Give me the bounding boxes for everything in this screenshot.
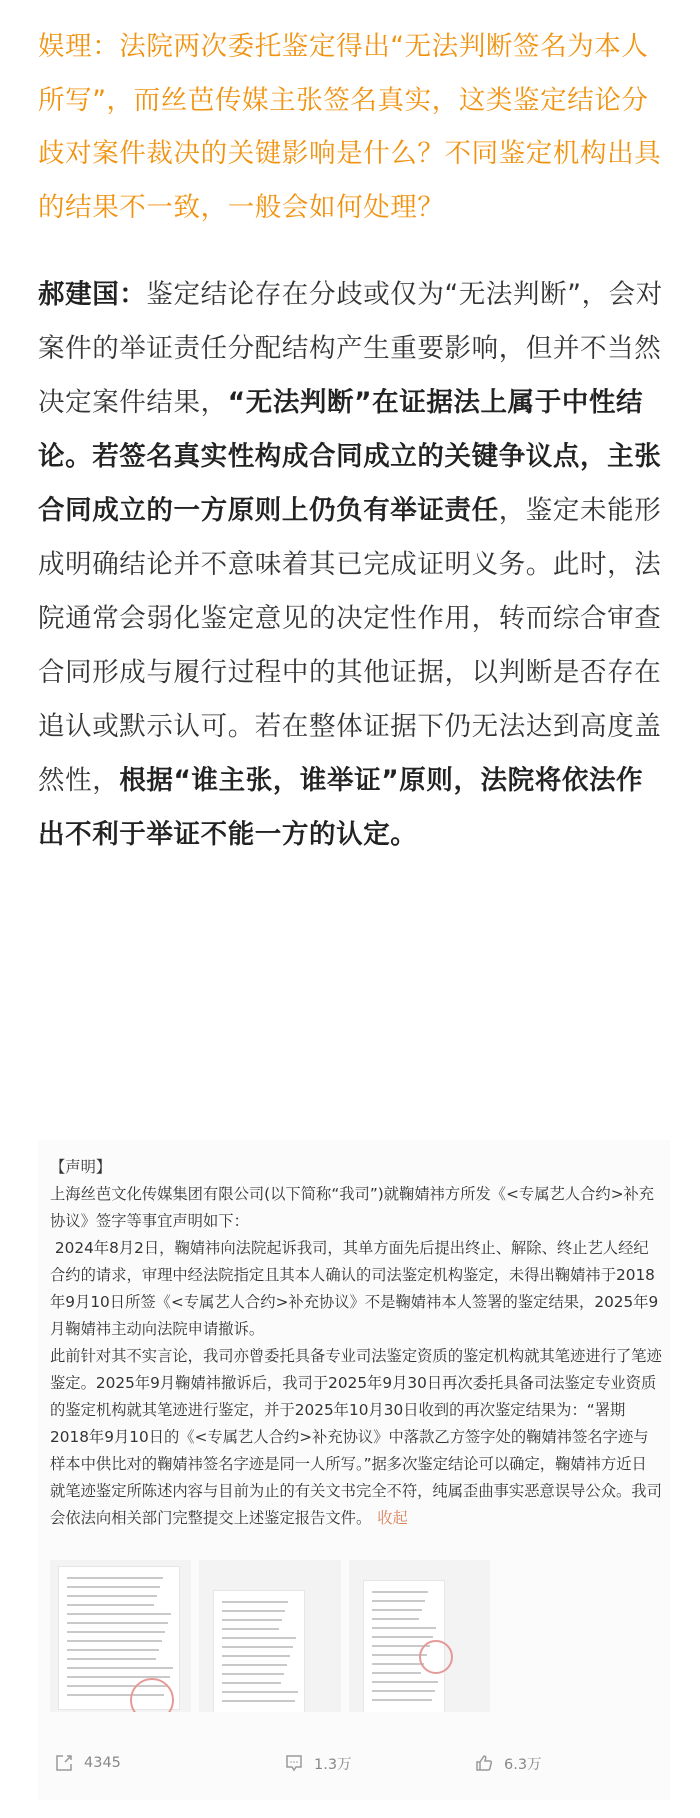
answer-segment-bold: “无法判断”在证据法上属于中性结论。若签名真实性构成合同成立的关键争议点，主张合同成立的一方原则上仍负有举证责任 — [38, 387, 662, 526]
document-image-1[interactable] — [50, 1560, 191, 1712]
question-paragraph: 娱理：法院两次委托鉴定得出“无法判断签名为本人所写”，而丝芭传媒主张签名真实，这类鉴定结论分歧对案件裁决的关键影响是什么？不同鉴定机构出具的结果不一致，一般会如何处理？ — [38, 31, 662, 223]
document-text-line — [372, 1600, 425, 1602]
document-text-line — [222, 1655, 290, 1657]
document-text-line — [372, 1636, 433, 1638]
answer-speaker: 郝建国： — [38, 279, 147, 310]
comment-icon — [284, 1753, 304, 1773]
document-text-line — [222, 1610, 285, 1612]
document-text-line — [67, 1649, 159, 1651]
document-text-line — [372, 1663, 424, 1665]
comment-count: 1.3万 — [314, 1756, 352, 1773]
document-text-line — [372, 1690, 435, 1692]
document-text-line — [372, 1681, 438, 1683]
document-thumbnails — [50, 1560, 490, 1712]
like-button[interactable] — [474, 1753, 542, 1774]
document-text-line — [67, 1595, 157, 1597]
action-bar — [38, 1745, 670, 1781]
document-image-3[interactable] — [349, 1560, 490, 1712]
document-text-line — [67, 1667, 173, 1669]
like-count: 6.3万 — [504, 1756, 542, 1773]
stamp-icon — [419, 1640, 453, 1674]
document-text-line — [372, 1699, 432, 1701]
document-text-line — [372, 1591, 428, 1593]
document-text-line — [67, 1604, 154, 1606]
share-button[interactable] — [54, 1753, 121, 1773]
share-icon — [54, 1753, 74, 1773]
document-text-line — [372, 1618, 419, 1620]
document-text-line — [222, 1646, 293, 1648]
document-text-line — [222, 1637, 296, 1639]
statement-title: 【声明】 — [50, 1158, 112, 1176]
document-page — [213, 1590, 305, 1712]
document-text-line — [222, 1673, 284, 1675]
document-text-line — [222, 1691, 298, 1693]
document-text-line — [222, 1664, 287, 1666]
statement-paragraph: 上海丝芭文化传媒集团有限公司(以下简称“我司”)就鞠婧祎方所发《<专属艺人合约>补充协议》签字等事宜声明如下： — [50, 1185, 655, 1230]
answer-segment-bold: 根据“谁主张，谁举证”原则，法院将依法作出不利于举证不能一方的认定。 — [38, 765, 644, 850]
embedded-statement-screenshot — [38, 1140, 670, 1800]
document-text-line — [67, 1640, 162, 1642]
document-text-line — [67, 1631, 165, 1633]
answer-segment: ，鉴定未能形成明确结论并不意味着其已完成证明义务。此时，法院通常会弱化鉴定意见的决定性作用，转而综合审查合同形成与履行过程中的其他证据，以判断是否存在追认或默示认可。若在整体证据下仍无法达到高度盖然性， — [38, 495, 662, 796]
answer-segment: 鉴定结论存在分歧或仅为“无法判断”，会对案件的举证责任分配结构产生重要影响，但并不当然决定案件结果， — [38, 279, 663, 418]
statement-text — [50, 1154, 662, 1532]
document-text-line — [67, 1586, 160, 1588]
document-text-line — [67, 1622, 168, 1624]
document-text-line — [222, 1682, 281, 1684]
document-text-line — [67, 1577, 163, 1579]
thumbs-up-icon — [474, 1753, 494, 1773]
document-text-line — [222, 1700, 295, 1702]
answer-paragraph — [38, 268, 664, 862]
document-text-line — [372, 1609, 422, 1611]
document-text-line — [222, 1601, 288, 1603]
document-text-line — [222, 1619, 282, 1621]
statement-paragraph: 2024年8月2日，鞠婧祎向法院起诉我司，其单方面先后提出终止、解除、终止艺人经纪合约的请求，审理中经法院指定且其本人确认的司法鉴定机构鉴定，未得出鞠婧祎于2018年9月10日所签《<专属艺人合约>补充协议》不是鞠婧祎本人签署的鉴定结果，2025年9月鞠婧祎主动向法院申请撤诉。 — [50, 1239, 659, 1338]
share-count: 4345 — [84, 1755, 121, 1771]
document-text-line — [67, 1658, 156, 1660]
document-image-2[interactable] — [199, 1560, 340, 1712]
collapse-link[interactable]: 收起 — [377, 1509, 408, 1527]
statement-paragraph-text: 此前针对其不实言论，我司亦曾委托具备专业司法鉴定资质的鉴定机构就其笔迹进行了笔迹鉴定。2025年9月鞠婧祎撤诉后，我司于2025年9月30日再次委托具备司法鉴定专业资质的鉴定机构就其笔迹进行鉴定，并于2025年10月30日收到的再次鉴定结果为：“署期2018年9月10日的《<专属艺人合约>补充协议》中落款乙方签字处的鞠婧祎签名字迹与样本中供比对的鞠婧祎签名字迹是同一人所写。”据多次鉴定结论可以确定，鞠婧祎方近日就笔迹鉴定所陈述内容与目前为止的有关文书完全不符，纯属歪曲事实恶意误导公众。我司会依法向相关部门完整提交上述鉴定报告文件。 — [50, 1347, 662, 1527]
document-text-line — [372, 1627, 436, 1629]
document-text-line — [372, 1672, 421, 1674]
document-text-line — [222, 1628, 279, 1630]
document-text-line — [67, 1613, 171, 1615]
comment-button[interactable] — [284, 1753, 352, 1774]
statement-paragraph — [50, 1343, 662, 1532]
